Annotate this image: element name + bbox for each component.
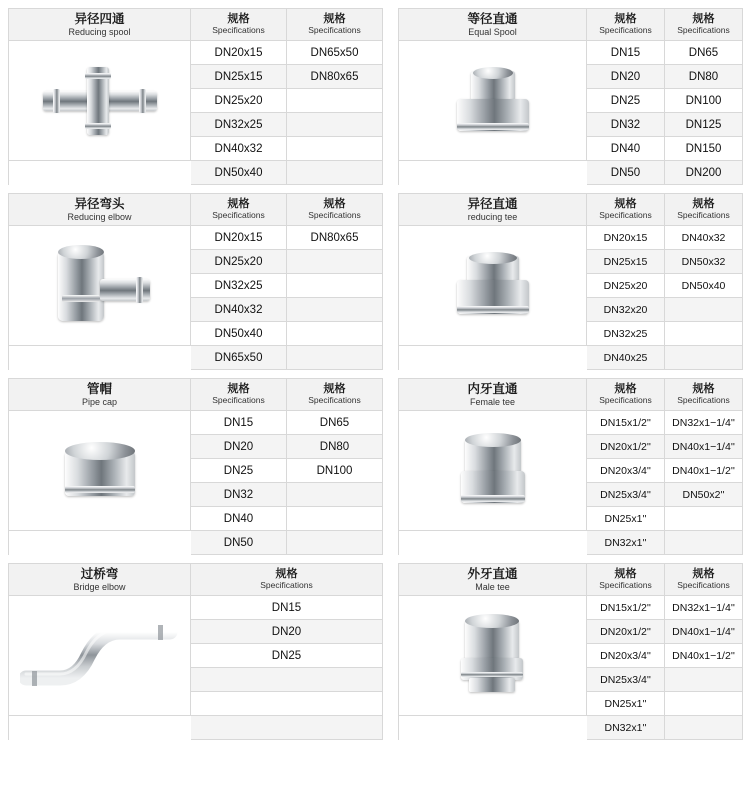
- col-header-cn: 规格: [323, 383, 346, 396]
- table-row: [587, 435, 743, 459]
- cell: [665, 298, 743, 322]
- table-row: [587, 692, 743, 716]
- table-row: [587, 596, 743, 620]
- table-row: [587, 531, 743, 555]
- title-en: reducing tee: [467, 211, 518, 222]
- table-equal-spool: [587, 9, 743, 185]
- table-pipe-cap: [191, 379, 383, 555]
- table-row: [587, 716, 743, 740]
- table-row: [587, 161, 743, 185]
- cell: [665, 692, 743, 716]
- col-header: [587, 379, 665, 411]
- cell: DN50x40: [191, 161, 287, 185]
- cell: DN40x1−1/4'': [665, 620, 743, 644]
- table-row: [587, 668, 743, 692]
- cell: DN20: [191, 435, 287, 459]
- cell: DN32x25: [587, 322, 665, 346]
- col-header-en: Specifications: [599, 209, 652, 220]
- table-row: [191, 274, 383, 298]
- cell: DN40: [587, 137, 665, 161]
- col-header-en: Specifications: [212, 209, 265, 220]
- table-row: [587, 459, 743, 483]
- cell: [287, 250, 383, 274]
- cell: DN50x2'': [665, 483, 743, 507]
- card-male-tee: [390, 555, 750, 740]
- table-row: [191, 483, 383, 507]
- card-bridge-elbow: [0, 555, 390, 740]
- col-header-cn: 规格: [227, 13, 250, 26]
- cell: [287, 113, 383, 137]
- card-female-tee: [390, 370, 750, 555]
- table-row: [587, 274, 743, 298]
- cell: DN50x40: [665, 274, 743, 298]
- cell: DN32x25: [191, 274, 287, 298]
- reducing-elbow-fitting-image: [9, 226, 191, 346]
- card-reducing-spool: [0, 0, 390, 185]
- cell: DN32x1−1/4'': [665, 411, 743, 435]
- card-title-female-tee: [399, 379, 587, 411]
- female-thread-coupling-image: [399, 411, 587, 531]
- cell: DN40x25: [587, 346, 665, 370]
- cell: [665, 322, 743, 346]
- cell: DN25: [587, 89, 665, 113]
- col-header: [665, 194, 743, 226]
- table-row: [191, 137, 383, 161]
- title-en: Female tee: [469, 396, 516, 407]
- col-header-cn: 规格: [614, 13, 637, 26]
- pipe-cap-fitting-image: [9, 411, 191, 531]
- col-header: [191, 9, 287, 41]
- table-row: [587, 89, 743, 113]
- male-thread-coupling-image: [399, 596, 587, 716]
- col-header-en: Specifications: [599, 394, 652, 405]
- table-row: [191, 161, 383, 185]
- table-row: [587, 322, 743, 346]
- cell: DN200: [665, 161, 743, 185]
- cell: DN80: [665, 65, 743, 89]
- title-en: Male tee: [475, 581, 510, 592]
- title-cn: 异径弯头: [74, 197, 125, 212]
- title-en: Reducing spool: [68, 26, 131, 37]
- card-title-reducing-elbow: [9, 194, 191, 226]
- cell: DN25x20: [587, 274, 665, 298]
- cell: [287, 483, 383, 507]
- cell: DN50x32: [665, 250, 743, 274]
- table-row: [587, 483, 743, 507]
- cell: [287, 161, 383, 185]
- bridge-elbow-fitting-image: [9, 596, 191, 716]
- col-header: [587, 9, 665, 41]
- title-cn: 等径直通: [467, 12, 518, 27]
- cell: DN65x50: [287, 41, 383, 65]
- col-header-cn: 规格: [692, 383, 715, 396]
- table-row: [587, 346, 743, 370]
- table-row: [191, 507, 383, 531]
- cell: DN25x3/4'': [587, 483, 665, 507]
- col-header-cn: 规格: [692, 13, 715, 26]
- col-header: [191, 379, 287, 411]
- table-row: [191, 250, 383, 274]
- equal-coupling-fitting-image: [399, 41, 587, 161]
- table-row: [587, 620, 743, 644]
- table-row: [191, 596, 383, 620]
- cell: DN40x32: [665, 226, 743, 250]
- card-pipe-cap: [0, 370, 390, 555]
- col-header-cn: 规格: [227, 198, 250, 211]
- col-header: [191, 564, 383, 596]
- card-title-bridge-elbow: [9, 564, 191, 596]
- table-bridge-elbow: [191, 564, 383, 740]
- cell: DN80: [287, 435, 383, 459]
- title-cn: 过桥弯: [80, 567, 119, 582]
- table-row: [587, 65, 743, 89]
- cell: DN40x1−1/4'': [665, 435, 743, 459]
- col-header-en: Specifications: [308, 394, 361, 405]
- col-header-en: Specifications: [599, 24, 652, 35]
- cell: DN65x50: [191, 346, 287, 370]
- table-row: [191, 113, 383, 137]
- col-header-cn: 规格: [614, 568, 637, 581]
- cell: DN40x1−1/2'': [665, 644, 743, 668]
- cell: DN25x15: [191, 65, 287, 89]
- table-row: [587, 250, 743, 274]
- col-header-cn: 规格: [275, 568, 298, 581]
- title-en: Pipe cap: [81, 396, 118, 407]
- cell: DN40x32: [191, 298, 287, 322]
- table-row: [191, 716, 383, 740]
- card-title-pipe-cap: [9, 379, 191, 411]
- cell: DN25: [191, 644, 383, 668]
- col-header-en: Specifications: [308, 209, 361, 220]
- cell: DN25x3/4'': [587, 668, 665, 692]
- cell: DN32x1'': [587, 531, 665, 555]
- reducing-cross-fitting-image: [9, 41, 191, 161]
- table-row: [587, 137, 743, 161]
- cell: DN15: [191, 596, 383, 620]
- table-row: [191, 435, 383, 459]
- title-en: Bridge elbow: [73, 581, 126, 592]
- col-header: [587, 194, 665, 226]
- cell: DN32: [191, 483, 287, 507]
- cell: [287, 298, 383, 322]
- table-row: [191, 41, 383, 65]
- table-row: [587, 113, 743, 137]
- cell: DN32x1−1/4'': [665, 596, 743, 620]
- col-header-cn: 规格: [227, 383, 250, 396]
- cell: DN20x15: [587, 226, 665, 250]
- cell: DN32x25: [191, 113, 287, 137]
- cell: DN25x1'': [587, 507, 665, 531]
- table-row: [191, 459, 383, 483]
- cell: [287, 322, 383, 346]
- table-row: [191, 411, 383, 435]
- cell: DN32x20: [587, 298, 665, 322]
- card-title-male-tee: [399, 564, 587, 596]
- cell: DN40x1−1/2'': [665, 459, 743, 483]
- table-row: [191, 692, 383, 716]
- title-en: Equal Spool: [468, 26, 517, 37]
- table-row: [191, 531, 383, 555]
- cell: DN50x40: [191, 322, 287, 346]
- cell: DN40: [191, 507, 287, 531]
- cell: DN25: [191, 459, 287, 483]
- cell: [287, 346, 383, 370]
- cell: [287, 274, 383, 298]
- col-header: [587, 564, 665, 596]
- table-reducing-spool: [191, 9, 383, 185]
- cell: DN15x1/2'': [587, 411, 665, 435]
- cell: DN15: [587, 41, 665, 65]
- cell: DN50: [191, 531, 287, 555]
- col-header-en: Specifications: [677, 579, 730, 590]
- cell: [665, 531, 743, 555]
- col-header-en: Specifications: [260, 579, 313, 590]
- col-header-en: Specifications: [599, 579, 652, 590]
- cell: DN100: [665, 89, 743, 113]
- bridge-elbow-shape: [20, 616, 180, 696]
- cell: DN40x32: [191, 137, 287, 161]
- cell: DN80x65: [287, 65, 383, 89]
- cell: [287, 507, 383, 531]
- col-header-en: Specifications: [677, 209, 730, 220]
- card-title-reducing-spool: [9, 9, 191, 41]
- col-header-cn: 规格: [614, 198, 637, 211]
- col-header: [287, 379, 383, 411]
- table-row: [191, 346, 383, 370]
- table-row: [191, 668, 383, 692]
- cell: DN20x3/4'': [587, 459, 665, 483]
- title-cn: 内牙直通: [467, 382, 518, 397]
- cell: DN20: [191, 620, 383, 644]
- cell: DN25x15: [587, 250, 665, 274]
- cell: DN25x20: [191, 89, 287, 113]
- table-row: [191, 322, 383, 346]
- cell: DN100: [287, 459, 383, 483]
- table-row: [191, 65, 383, 89]
- title-cn: 管帽: [86, 382, 112, 397]
- col-header: [191, 194, 287, 226]
- col-header-en: Specifications: [677, 24, 730, 35]
- cell: [287, 89, 383, 113]
- col-header-cn: 规格: [323, 13, 346, 26]
- col-header: [665, 564, 743, 596]
- cell: DN20x15: [191, 41, 287, 65]
- card-title-reducing-tee: [399, 194, 587, 226]
- cell: [287, 137, 383, 161]
- cell: DN65: [287, 411, 383, 435]
- card-title-equal-spool: [399, 9, 587, 41]
- cell: DN20x1/2'': [587, 620, 665, 644]
- card-equal-spool: [390, 0, 750, 185]
- table-row: [191, 620, 383, 644]
- reducing-coupling-fitting-image: [399, 226, 587, 346]
- col-header-en: Specifications: [212, 394, 265, 405]
- title-cn: 异径四通: [74, 12, 125, 27]
- cell: DN32x1'': [587, 716, 665, 740]
- cell: DN50: [587, 161, 665, 185]
- cell: [665, 507, 743, 531]
- cell: [191, 716, 383, 740]
- cell: [665, 668, 743, 692]
- cell: DN125: [665, 113, 743, 137]
- cell: DN80x65: [287, 226, 383, 250]
- cell: [287, 531, 383, 555]
- cell: [665, 346, 743, 370]
- col-header: [287, 194, 383, 226]
- table-row: [587, 411, 743, 435]
- col-header-cn: 规格: [323, 198, 346, 211]
- table-row: [587, 298, 743, 322]
- table-row: [587, 644, 743, 668]
- card-reducing-elbow: [0, 185, 390, 370]
- table-row: [191, 89, 383, 113]
- table-row: [191, 298, 383, 322]
- title-cn: 异径直通: [467, 197, 518, 212]
- cell: DN25x1'': [587, 692, 665, 716]
- col-header-en: Specifications: [677, 394, 730, 405]
- table-reducing-elbow: [191, 194, 383, 370]
- cell: DN32: [587, 113, 665, 137]
- col-header: [665, 379, 743, 411]
- table-row: [191, 644, 383, 668]
- cell: [191, 668, 383, 692]
- cell: DN20x15: [191, 226, 287, 250]
- col-header-en: Specifications: [308, 24, 361, 35]
- table-male-tee: [587, 564, 743, 740]
- cell: DN15: [191, 411, 287, 435]
- table-row: [191, 226, 383, 250]
- table-female-tee: [587, 379, 743, 555]
- col-header-en: Specifications: [212, 24, 265, 35]
- cell: [665, 716, 743, 740]
- cell: DN20x3/4'': [587, 644, 665, 668]
- col-header: [665, 9, 743, 41]
- col-header-cn: 规格: [692, 568, 715, 581]
- table-row: [587, 41, 743, 65]
- title-cn: 外牙直通: [467, 567, 518, 582]
- cell: [191, 692, 383, 716]
- cell: DN15x1/2'': [587, 596, 665, 620]
- table-row: [587, 226, 743, 250]
- cell: DN65: [665, 41, 743, 65]
- table-reducing-tee: [587, 194, 743, 370]
- card-reducing-tee: [390, 185, 750, 370]
- cell: DN20: [587, 65, 665, 89]
- cell: DN25x20: [191, 250, 287, 274]
- col-header-cn: 规格: [614, 383, 637, 396]
- cell: DN150: [665, 137, 743, 161]
- table-row: [587, 507, 743, 531]
- col-header: [287, 9, 383, 41]
- title-en: Reducing elbow: [67, 211, 132, 222]
- cell: DN20x1/2'': [587, 435, 665, 459]
- col-header-cn: 规格: [692, 198, 715, 211]
